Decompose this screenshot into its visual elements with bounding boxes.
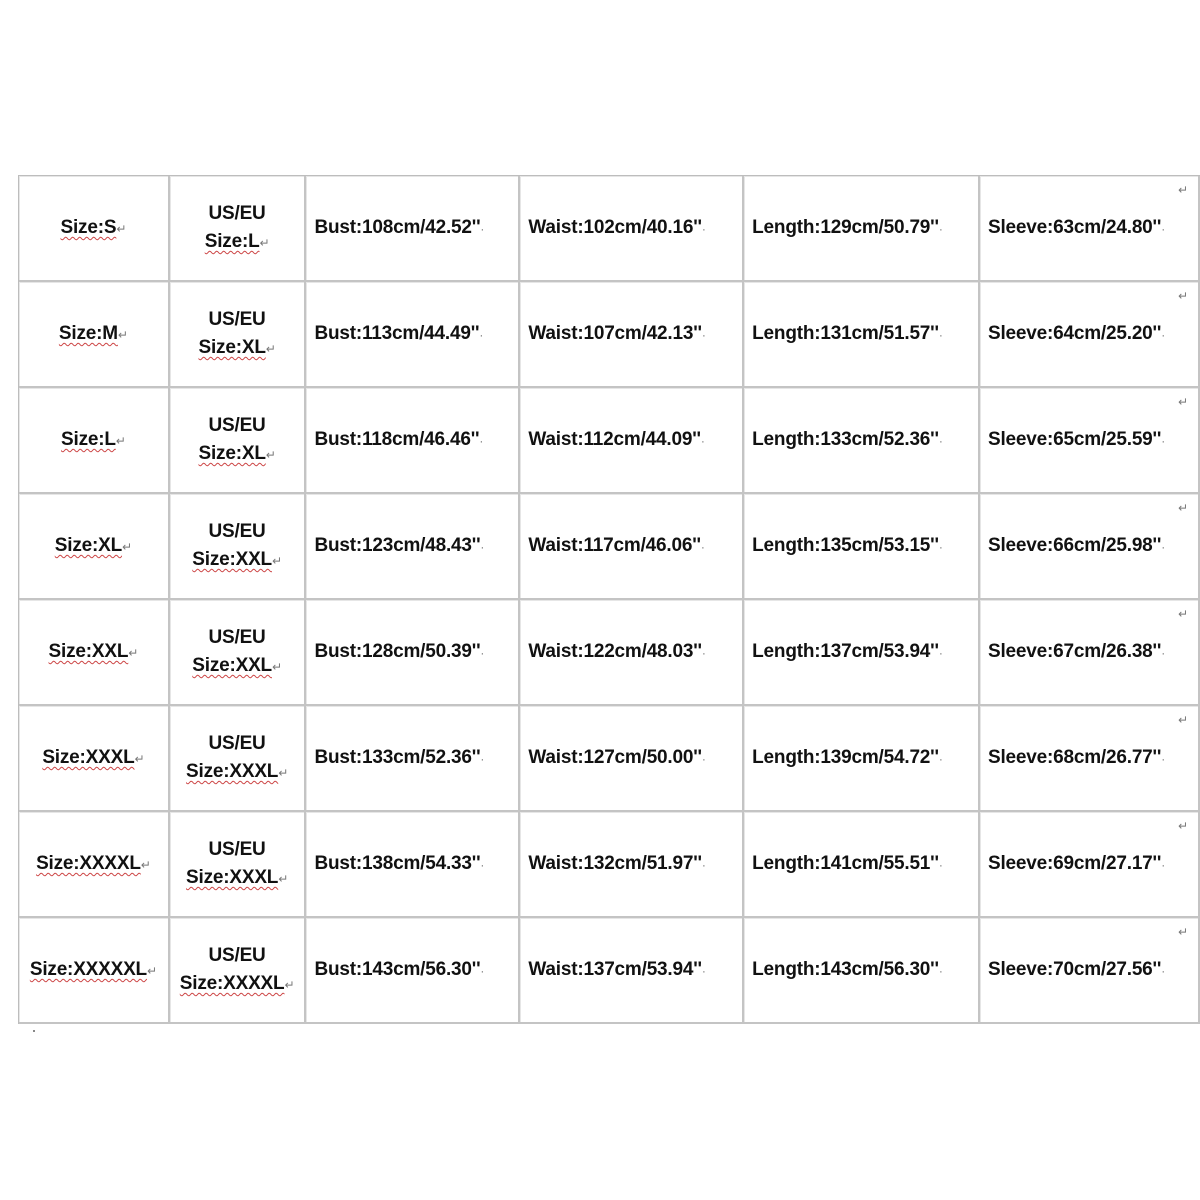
- paragraph-mark-icon: ↵: [117, 328, 128, 342]
- bust-cell: [306, 918, 520, 1024]
- us-eu-size-value: Size:XXL: [192, 655, 272, 676]
- us-eu-label: US/EU: [208, 627, 266, 648]
- cell-mark-icon: ·: [1161, 752, 1165, 766]
- us-eu-size-value: Size:XXL: [192, 549, 272, 570]
- sleeve-cell: [980, 600, 1200, 706]
- table-row: [19, 706, 1200, 812]
- paragraph-mark-icon: ↵: [284, 978, 295, 992]
- waist-cell: [520, 388, 744, 494]
- size-label: Size:XXXL: [42, 747, 135, 768]
- length-value: Length:139cm/54.72'': [752, 747, 939, 768]
- us-eu-size-cell: [170, 494, 307, 600]
- size-cell: [19, 282, 170, 388]
- cell-mark-icon: ·: [480, 222, 485, 236]
- us-eu-label: US/EU: [208, 415, 266, 436]
- paragraph-mark-icon: ↵: [265, 342, 276, 356]
- us-eu-size-cell: [170, 918, 307, 1024]
- length-cell: [744, 282, 980, 388]
- bust-value: Bust:128cm/50.39'': [314, 641, 481, 662]
- length-cell: [744, 918, 980, 1024]
- waist-cell: [520, 176, 744, 282]
- size-label: Size:XXXXXL: [29, 959, 147, 980]
- cell-mark-icon: ·: [938, 540, 943, 554]
- paragraph-mark-icon: ↵: [278, 872, 289, 886]
- bust-cell: [306, 812, 520, 918]
- sleeve-value: Sleeve:67cm/26.38'': [987, 641, 1162, 662]
- size-chart-table: [18, 175, 1200, 1024]
- size-label: Size:XXL: [48, 641, 129, 662]
- cell-mark-icon: ·: [480, 752, 485, 766]
- cell-mark-icon: ·: [1161, 434, 1165, 448]
- us-eu-size-cell: [170, 600, 307, 706]
- table-row: [19, 388, 1200, 494]
- waist-cell: [520, 812, 744, 918]
- us-eu-size-value: Size:XXXXL: [179, 973, 285, 994]
- size-cell: [19, 176, 170, 282]
- cell-mark-icon: ·: [700, 434, 705, 448]
- us-eu-size-value: Size:XXXL: [186, 867, 279, 888]
- paragraph-mark-icon: ↵: [271, 660, 282, 674]
- row-end-mark-icon: ↵: [1177, 713, 1188, 727]
- cell-mark-icon: ·: [479, 434, 484, 448]
- sleeve-cell: [980, 494, 1200, 600]
- cell-mark-icon: ·: [938, 752, 943, 766]
- sleeve-cell: [980, 176, 1200, 282]
- size-chart-body: [19, 176, 1200, 1024]
- cell-mark-icon: ·: [1161, 964, 1165, 978]
- us-eu-size-line: [170, 334, 305, 362]
- cell-mark-icon: ·: [938, 328, 943, 342]
- length-value: Length:141cm/55.51'': [752, 853, 939, 874]
- bust-value: Bust:138cm/54.33'': [314, 853, 481, 874]
- paragraph-mark-icon: ↵: [134, 752, 145, 766]
- us-eu-size-value: Size:XL: [198, 443, 266, 464]
- us-eu-size-cell: [170, 282, 307, 388]
- sleeve-value: Sleeve:64cm/25.20'': [987, 323, 1162, 344]
- paragraph-mark-icon: ↵: [271, 554, 282, 568]
- bust-cell: [306, 494, 520, 600]
- waist-value: Waist:132cm/51.97'': [528, 853, 702, 874]
- us-eu-label: US/EU: [208, 521, 266, 542]
- us-eu-size-line: [170, 228, 305, 256]
- length-value: Length:133cm/52.36'': [752, 429, 939, 450]
- sleeve-value: Sleeve:65cm/25.59'': [987, 429, 1162, 450]
- paragraph-mark-icon: ↵: [116, 222, 127, 236]
- us-eu-size-line: [170, 546, 305, 574]
- us-eu-label: US/EU: [208, 309, 266, 330]
- size-label: Size:XL: [54, 535, 123, 556]
- row-end-mark-icon: ↵: [1177, 289, 1188, 303]
- waist-value: Waist:137cm/53.94'': [528, 959, 702, 980]
- bust-value: Bust:113cm/44.49'': [314, 323, 480, 344]
- paragraph-mark-icon: ↵: [265, 448, 276, 462]
- us-eu-size-cell: [170, 388, 307, 494]
- us-eu-size-line: [170, 758, 305, 786]
- row-end-mark-icon: ↵: [1177, 925, 1188, 939]
- sleeve-cell: [980, 388, 1200, 494]
- table-row: [19, 176, 1200, 282]
- length-cell: [744, 812, 980, 918]
- bust-cell: [306, 282, 520, 388]
- waist-cell: [520, 600, 744, 706]
- size-cell: [19, 388, 170, 494]
- bust-value: Bust:123cm/48.43'': [314, 535, 481, 556]
- cell-mark-icon: ·: [701, 858, 706, 872]
- us-eu-label: US/EU: [208, 733, 266, 754]
- bust-value: Bust:118cm/46.46'': [314, 429, 480, 450]
- bust-cell: [306, 176, 520, 282]
- cell-mark-icon: ·: [479, 328, 484, 342]
- cell-mark-icon: ·: [701, 646, 706, 660]
- table-row: [19, 812, 1200, 918]
- sleeve-value: Sleeve:69cm/27.17'': [987, 853, 1162, 874]
- waist-value: Waist:117cm/46.06'': [528, 535, 701, 556]
- waist-cell: [520, 918, 744, 1024]
- cell-mark-icon: ·: [480, 964, 485, 978]
- us-eu-size-line: [170, 652, 305, 680]
- bust-value: Bust:143cm/56.30'': [314, 959, 481, 980]
- cell-mark-icon: ·: [938, 646, 943, 660]
- length-value: Length:137cm/53.94'': [752, 641, 939, 662]
- paragraph-mark-icon: ↵: [122, 540, 132, 554]
- length-cell: [744, 494, 980, 600]
- cell-mark-icon: ·: [1161, 646, 1165, 660]
- paragraph-mark-icon: ↵: [128, 646, 139, 660]
- us-eu-size-line: [170, 864, 305, 892]
- length-value: Length:129cm/50.79'': [752, 217, 939, 238]
- cell-mark-icon: ·: [701, 328, 706, 342]
- size-cell: [19, 494, 170, 600]
- length-value: Length:143cm/56.30'': [752, 959, 939, 980]
- paragraph-mark-icon: ↵: [140, 858, 151, 872]
- paragraph-mark-icon: ↵: [115, 434, 126, 448]
- cell-mark-icon: ·: [480, 646, 485, 660]
- size-label: Size:L: [61, 429, 116, 450]
- cell-mark-icon: ·: [700, 540, 705, 554]
- size-label: Size:XXXXL: [36, 853, 141, 874]
- us-eu-size-value: Size:XXXL: [186, 761, 279, 782]
- us-eu-label: US/EU: [208, 945, 266, 966]
- sleeve-value: Sleeve:66cm/25.98'': [987, 535, 1162, 556]
- length-value: Length:135cm/53.15'': [752, 535, 939, 556]
- sleeve-value: Sleeve:68cm/26.77'': [987, 747, 1162, 768]
- waist-value: Waist:102cm/40.16'': [528, 217, 702, 238]
- cell-mark-icon: ·: [1161, 222, 1165, 236]
- cell-mark-icon: ·: [1161, 540, 1165, 554]
- bust-cell: [306, 388, 520, 494]
- us-eu-size-value: Size:XL: [198, 337, 266, 358]
- waist-value: Waist:107cm/42.13'': [528, 323, 702, 344]
- cell-mark-icon: ·: [701, 752, 706, 766]
- bust-value: Bust:108cm/42.52'': [314, 217, 481, 238]
- cell-mark-icon: ·: [938, 434, 943, 448]
- size-cell: [19, 600, 170, 706]
- size-label: Size:S: [60, 217, 117, 238]
- us-eu-size-cell: [170, 812, 307, 918]
- us-eu-size-line: [170, 970, 305, 998]
- size-cell: [19, 812, 170, 918]
- us-eu-size-cell: [170, 176, 307, 282]
- sleeve-value: Sleeve:70cm/27.56'': [987, 959, 1162, 980]
- size-cell: [19, 918, 170, 1024]
- cell-mark-icon: ·: [938, 858, 943, 872]
- length-cell: [744, 600, 980, 706]
- cell-mark-icon: ·: [701, 222, 706, 236]
- bust-cell: [306, 600, 520, 706]
- us-eu-size-line: [170, 440, 305, 468]
- cell-mark-icon: ·: [701, 964, 706, 978]
- length-cell: [744, 388, 980, 494]
- sleeve-cell: [980, 918, 1200, 1024]
- bust-cell: [306, 706, 520, 812]
- waist-value: Waist:112cm/44.09'': [528, 429, 701, 450]
- cell-mark-icon: ·: [1161, 328, 1165, 342]
- size-cell: [19, 706, 170, 812]
- length-cell: [744, 706, 980, 812]
- waist-cell: [520, 282, 744, 388]
- table-row: [19, 918, 1200, 1024]
- row-end-mark-icon: ↵: [1177, 395, 1188, 409]
- size-label: Size:M: [58, 323, 118, 344]
- paragraph-mark-icon: ↵: [146, 964, 157, 978]
- table-row: [19, 600, 1200, 706]
- waist-value: Waist:127cm/50.00'': [528, 747, 702, 768]
- cell-mark-icon: ·: [938, 964, 943, 978]
- paragraph-mark-icon: ↵: [278, 766, 289, 780]
- cell-mark-icon: ·: [480, 858, 485, 872]
- row-end-mark-icon: ↵: [1177, 607, 1188, 621]
- paragraph-mark-icon: ↵: [259, 236, 270, 250]
- cell-mark-icon: ·: [480, 540, 485, 554]
- table-row: [19, 282, 1200, 388]
- waist-value: Waist:122cm/48.03'': [528, 641, 702, 662]
- sleeve-value: Sleeve:63cm/24.80'': [987, 217, 1162, 238]
- length-cell: [744, 176, 980, 282]
- cell-mark-icon: ·: [938, 222, 943, 236]
- row-end-mark-icon: ↵: [1177, 819, 1188, 833]
- waist-cell: [520, 706, 744, 812]
- row-end-mark-icon: ↵: [1177, 183, 1188, 197]
- bust-value: Bust:133cm/52.36'': [314, 747, 481, 768]
- us-eu-size-cell: [170, 706, 307, 812]
- row-end-mark-icon: ↵: [1177, 501, 1188, 515]
- stray-dot: [33, 1030, 35, 1032]
- us-eu-size-value: Size:L: [204, 231, 260, 252]
- waist-cell: [520, 494, 744, 600]
- us-eu-label: US/EU: [208, 839, 266, 860]
- sleeve-cell: [980, 812, 1200, 918]
- sleeve-cell: [980, 706, 1200, 812]
- length-value: Length:131cm/51.57'': [752, 323, 939, 344]
- us-eu-label: US/EU: [208, 203, 266, 224]
- cell-mark-icon: ·: [1161, 858, 1165, 872]
- table-row: [19, 494, 1200, 600]
- sleeve-cell: [980, 282, 1200, 388]
